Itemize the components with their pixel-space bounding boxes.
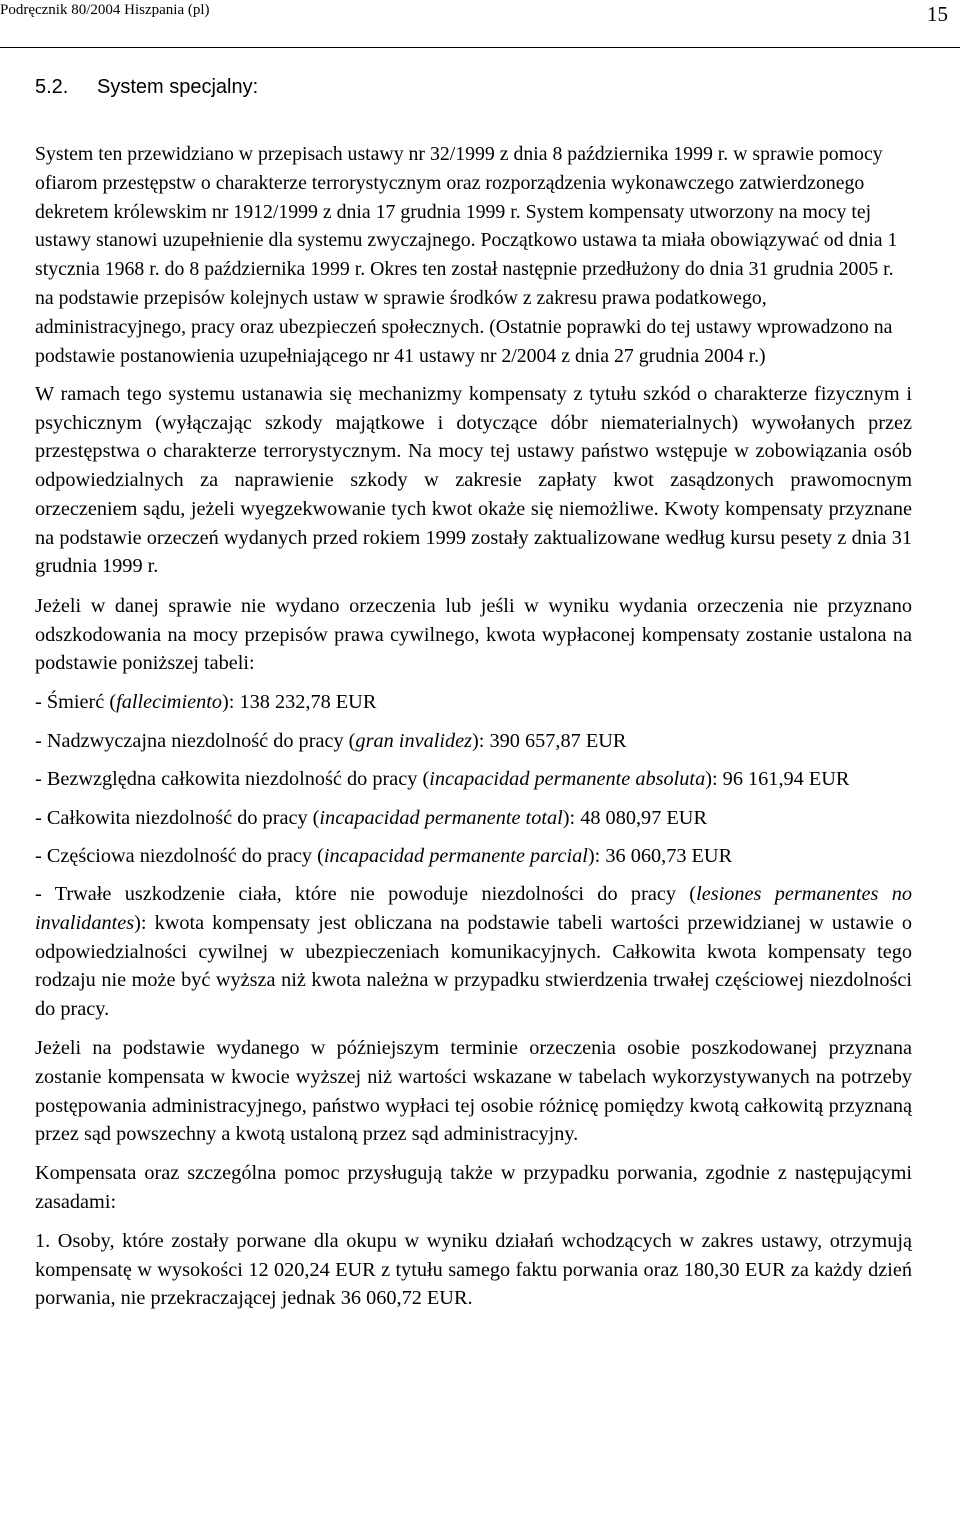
paragraph-table-intro: Jeżeli w danej sprawie nie wydano orzeczenia lub jeśli w wyniku wydania orzeczenia nie przyznano odszkodowania na mocy przepisów prawa cywilnego, kwota wypłaconej kompensaty zostanie ustalona na podstawie poniższej tabeli:: [35, 594, 912, 675]
section-heading: [35, 76, 258, 99]
paragraph-legal-basis: System ten przewidziano w przepisach ustawy nr 32/1999 z dnia 8 października 1999 r. w sprawie pomocy ofiarom przestępstw o charakterze terrorystycznym oraz rozporządzenia wykonawczego zatwierdzonego dekretem królewskim nr 1912/1999 z dnia 17 grudnia 1999 r. System kompensaty utworzony na mocy tej ustawy stanowi uzupełnienie dla systemu zwyczajnego. Początkowo ustawa ta miała obowiązywać od dnia 1 stycznia 1968 r. do 8 października 1999 r. Okres ten został następnie przedłużony do dnia 31 grudnia 2005 r. na podstawie przepisów kolejnych ustaw w sprawie środków z zakresu prawa podatkowego, administracyjnego, pracy oraz ubezpieczeń społecznych. (Ostatnie poprawki do tej ustawy wprowadzono na podstawie postanowienia uzupełniającego nr 41 ustawy nr 2/2004 z dnia 27 grudnia 2004 r.): [35, 143, 898, 367]
compensation-item-total-disability: - Całkowita niezdolność do pracy (incapacidad permanente total): 48 080,97 EUR: [35, 806, 707, 829]
compensation-item-death: - Śmierć (fallecimiento): 138 232,78 EUR: [35, 691, 377, 714]
paragraph-later-judgment: Jeżeli na podstawie wydanego w późniejszym terminie orzeczenia osobie poszkodowanej przyznana zostanie kompensata w kwocie wyższej niż wartości wskazane w tabelach wykorzystywanych na potrzeby postępowania administracyjnego, państwo wypłaci tej osobie różnicę pomiędzy kwotą całkowitą przyznaną przez sąd powszechny a kwotą ustaloną przez sąd administracyjny.: [35, 1037, 912, 1146]
paragraph-compensation-mechanism: W ramach tego systemu ustanawia się mechanizmy kompensaty z tytułu szkód o charakterze fizycznym i psychicznym (wyłączając szkody majątkowe i dotyczące dóbr niematerialnych) wywołanych przez przestępstwa o charakterze terrorystycznym. Na mocy tej ustawy państwo wstępuje w zobowiązania osób odpowiedzialnych za naprawienie szkody w zakresie zapłaty kwot zasądzonych prawomocnym orzeczeniem sądu, jeżeli wyegzekwowanie tych kwot okaże się niemożliwe. Kwoty kompensaty przyznane na podstawie orzeczeń wydanych przed rokiem 1999 zostały zaktualizowane według kursu pesety z dnia 31 grudnia 1999 r.: [35, 383, 912, 578]
section-title: System specjalny:: [97, 76, 259, 98]
section-number: 5.2.: [35, 76, 69, 98]
running-header: [0, 0, 960, 48]
paragraph-kidnapping-intro: Kompensata oraz szczególna pomoc przysługują także w przypadku porwania, zgodnie z następującymi zasadami:: [35, 1162, 912, 1213]
paragraph-kidnapping-rule-1: 1. Osoby, które zostały porwane dla okupu w wyniku działań wchodzących w zakres ustawy, otrzymują kompensatę w wysokości 12 020,24 EUR z tytułu samego faktu porwania oraz 180,30 EUR za każdy dzień porwania, nie przekraczającej jednak 36 060,72 EUR.: [35, 1229, 912, 1310]
compensation-item-major-disability: - Nadzwyczajna niezdolność do pracy (gran invalidez): 390 657,87 EUR: [35, 729, 627, 752]
compensation-item-absolute-disability: - Bezwzględna całkowita niezdolność do pracy (incapacidad permanente absoluta): 96 161,94 EUR: [35, 768, 850, 791]
document-title: Podręcznik 80/2004 Hiszpania (pl): [0, 2, 210, 18]
page-number: 15: [927, 2, 948, 26]
compensation-item-permanent-injury: - Trwałe uszkodzenie ciała, które nie powoduje niezdolności do pracy (lesiones permanentes no invalidantes): kwota kompensaty jest obliczana na podstawie tabeli wartości przewidzianej w ustawie o odpowiedzialności cywilnej w ubezpieczeniach komunikacyjnych. Całkowita kwota kompensaty tego rodzaju nie może być wyższa niż kwota należna w przypadku stwierdzenia trwałej częściowej niezdolności do pracy.: [35, 883, 912, 1021]
compensation-item-partial-disability: - Częściowa niezdolność do pracy (incapacidad permanente parcial): 36 060,73 EUR: [35, 844, 733, 867]
document-body: [35, 140, 912, 1313]
